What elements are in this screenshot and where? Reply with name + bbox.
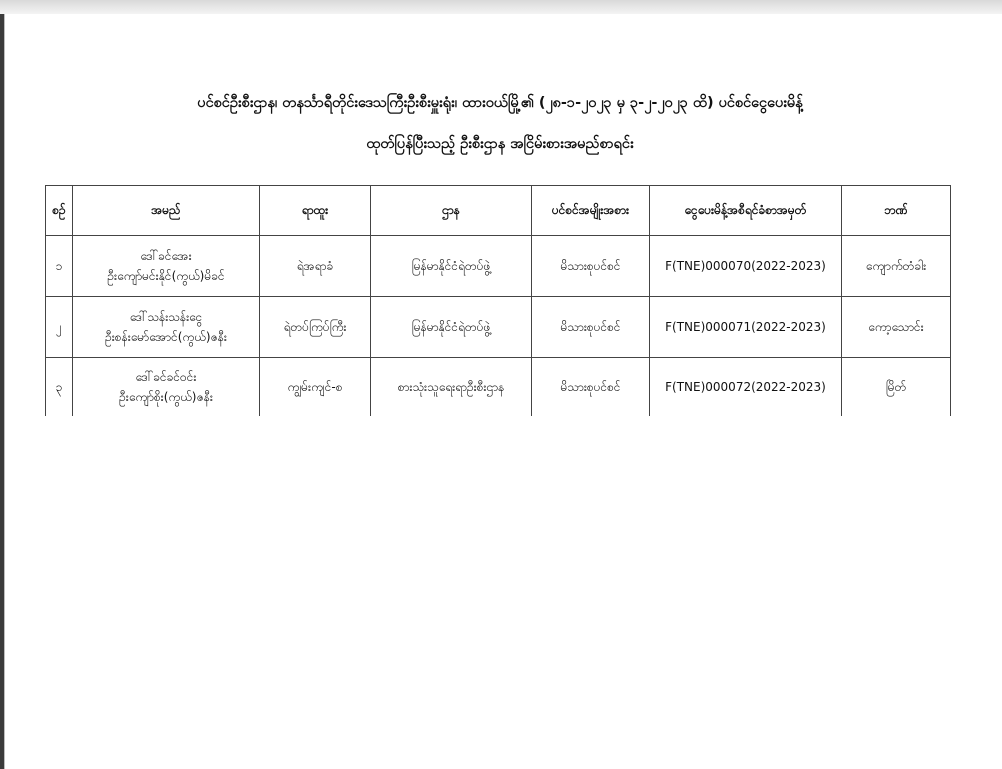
name-primary: ဒေါ်ခင်ခင်ဝင်း: [135, 370, 197, 384]
cell-pension-type: မိသားစုပင်စင်: [532, 236, 650, 297]
cell-bank: ကျောက်တံခါး: [842, 236, 951, 297]
cell-pension-type: မိသားစုပင်စင်: [532, 297, 650, 358]
name-relation: ဦးကျော်မင်းနိုင်(ကွယ်)မိခင်: [107, 269, 225, 283]
header-bank: ဘဏ်: [842, 186, 951, 236]
cell-name: [73, 297, 260, 358]
document-title-line2: ထုတ်ပြန်ပြီးသည့် ဦးစီးဌာန အငြိမ်းစားအမည်စာရင်း: [366, 136, 634, 152]
cell-department: မြန်မာနိုင်ငံရဲတပ်ဖွဲ့: [371, 236, 532, 297]
cell-no: ၁: [46, 236, 73, 297]
header-pension-type: ပင်စင်အမျိုးအစား: [532, 186, 650, 236]
header-order-no: ငွေပေးမိန့်အစီရင်ခံစာအမှတ်: [650, 186, 842, 236]
cell-position: ကျွမ်းကျင်-စ: [260, 358, 371, 417]
cell-no: ၃: [46, 358, 73, 417]
cell-name: [73, 358, 260, 417]
header-position: ရာထူး: [260, 186, 371, 236]
window-top-shadow: [0, 0, 1002, 14]
cell-position: ရဲတပ်ကြပ်ကြီး: [260, 297, 371, 358]
document-title-line1: ပင်စင်ဦးစီးဌာန၊ တနင်္သာရီတိုင်းဒေသကြီးဦးစီးမှူးရုံး၊ ထားဝယ်မြို့၏ (၂၈-၁-၂၀၂၃ မှ ၃-၂-၂၀၂၃ ထိ) ပင်စင်ငွေပေးမိန့်: [197, 95, 803, 111]
table-row: [46, 297, 951, 358]
cell-bank: မြိတ်: [842, 358, 951, 417]
cell-department: စားသုံးသူရေးရာဦးစီးဌာန: [371, 358, 532, 417]
name-relation: ဦးစန်းမော်အောင်(ကွယ်)ဇနီး: [105, 330, 227, 344]
table-header-row: [46, 186, 951, 236]
table-row: [46, 236, 951, 297]
name-relation: ဦးကျော်စိုး(ကွယ်)ဇနီး: [119, 390, 213, 404]
pensioner-table: [45, 185, 951, 416]
name-primary: ဒေါ်ခင်အေး: [140, 249, 192, 263]
cell-order-no: F(TNE)000072(2022-2023): [650, 358, 842, 417]
cell-department: မြန်မာနိုင်ငံရဲတပ်ဖွဲ့: [371, 297, 532, 358]
cell-bank: ကော့သောင်း: [842, 297, 951, 358]
header-department: ဌာန: [371, 186, 532, 236]
table-row: [46, 358, 951, 417]
cell-name: [73, 236, 260, 297]
cell-pension-type: မိသားစုပင်စင်: [532, 358, 650, 417]
header-no: စဉ်: [46, 186, 73, 236]
cell-position: ရဲအရာခံ: [260, 236, 371, 297]
cell-no: ၂: [46, 297, 73, 358]
cell-order-no: F(TNE)000071(2022-2023): [650, 297, 842, 358]
cell-order-no: F(TNE)000070(2022-2023): [650, 236, 842, 297]
header-name: အမည်: [73, 186, 260, 236]
name-primary: ဒေါ်သန်းသန်းငွေ: [129, 310, 203, 324]
